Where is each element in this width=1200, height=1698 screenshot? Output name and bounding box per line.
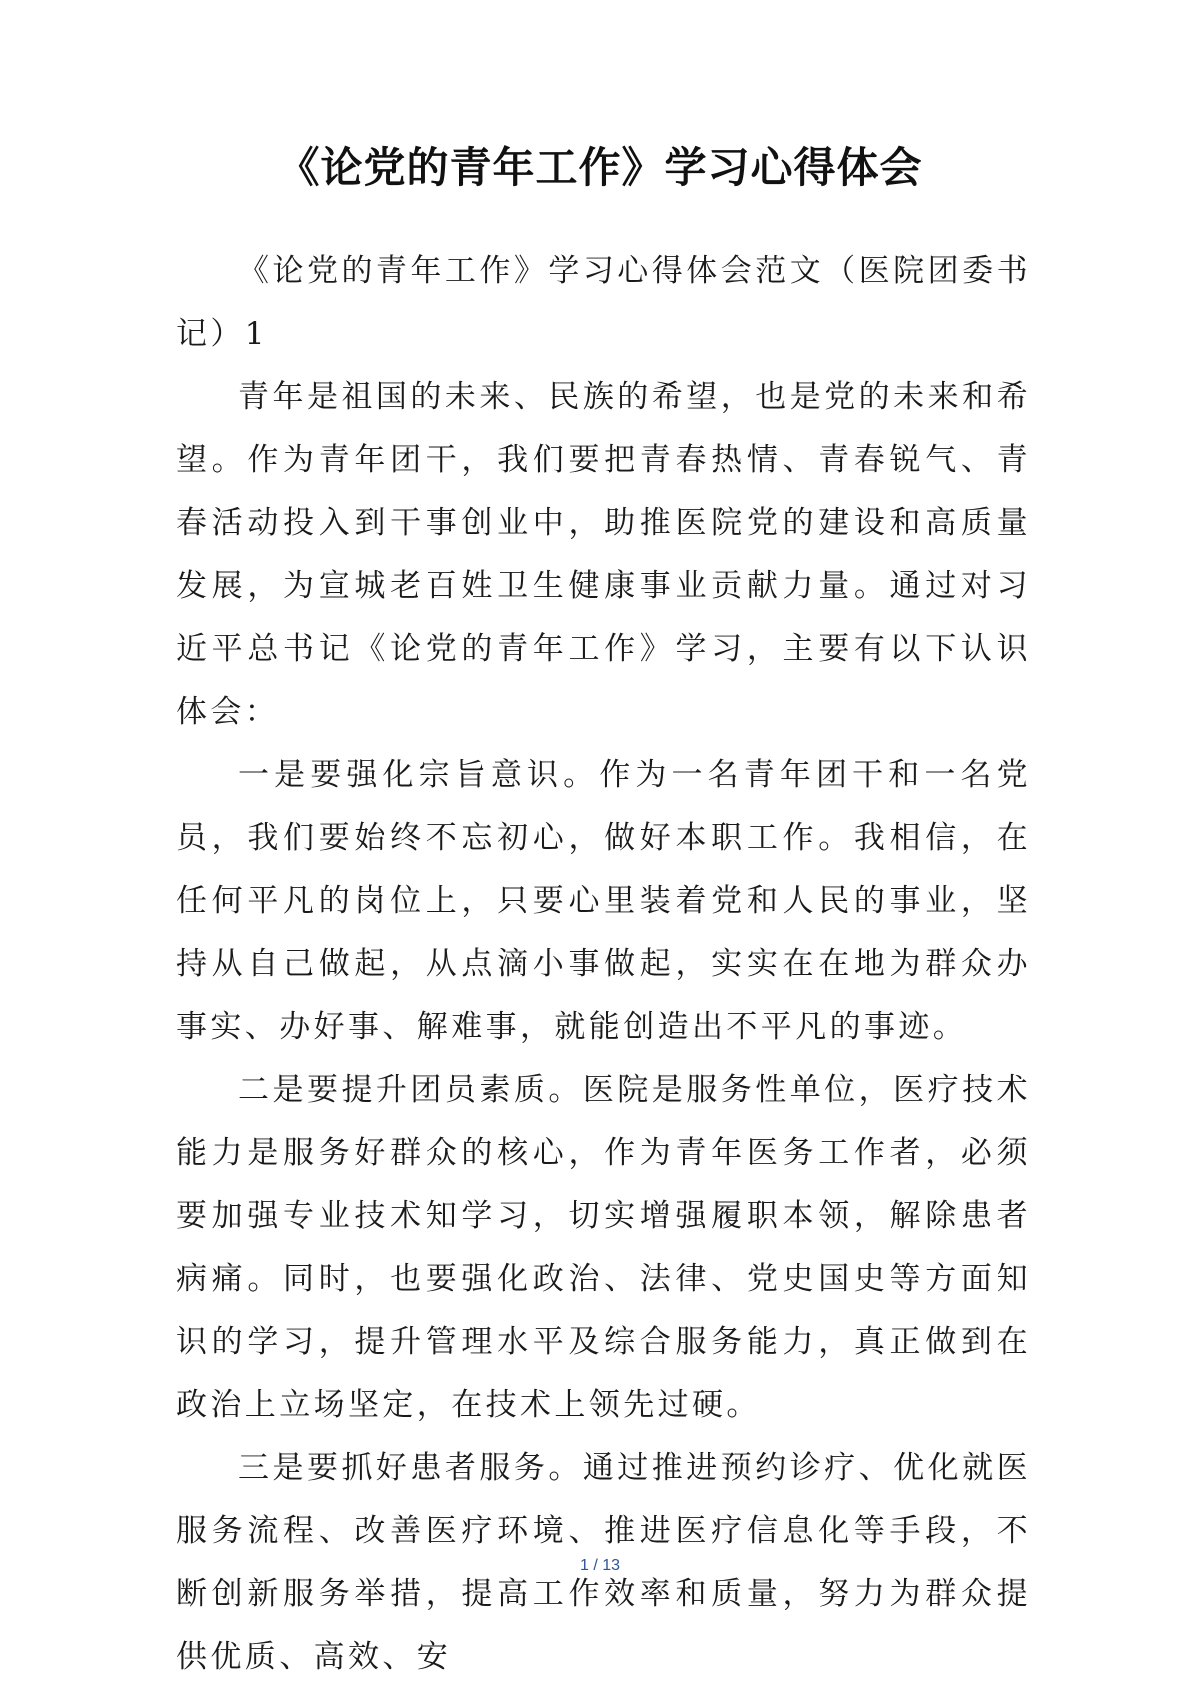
document-title: 《论党的青年工作》学习心得体会 [277,143,923,193]
document-body [176,240,1031,1689]
page-number: 1 / 13 [579,1557,621,1574]
paragraph-point-three: 三是要抓好患者服务。通过推进预约诊疗、优化就医服务流程、改善医疗环境、推进医疗信息化等手段，不断创新服务举措，提高工作效率和质量，努力为群众提供优质、高效、安 [176,1450,1031,1675]
paragraph-point-two: 二是要提升团员素质。医院是服务性单位，医疗技术能力是服务好群众的核心，作为青年医务工作者，必须要加强专业技术知学习，切实增强履职本领，解除患者病痛。同时，也要强化政治、法律、党史国史等方面知识的学习，提升管理水平及综合服务能力，真正做到在政治上立场坚定，在技术上领先过硬。 [176,1072,1031,1423]
paragraph-subtitle: 《论党的青年工作》学习心得体会范文（医院团委书记）1 [176,253,1031,352]
paragraph-intro: 青年是祖国的未来、民族的希望，也是党的未来和希望。作为青年团干，我们要把青春热情、青春锐气、青春活动投入到干事创业中，助推医院党的建设和高质量发展，为宣城老百姓卫生健康事业贡献力量。通过对习近平总书记《论党的青年工作》学习，主要有以下认识体会： [176,379,1031,730]
paragraph-point-one: 一是要强化宗旨意识。作为一名青年团干和一名党员，我们要始终不忘初心，做好本职工作。我相信，在任何平凡的岗位上，只要心里装着党和人民的事业，坚持从自己做起，从点滴小事做起，实实在在地为群众办事实、办好事、解难事，就能创造出不平凡的事迹。 [176,757,1031,1045]
